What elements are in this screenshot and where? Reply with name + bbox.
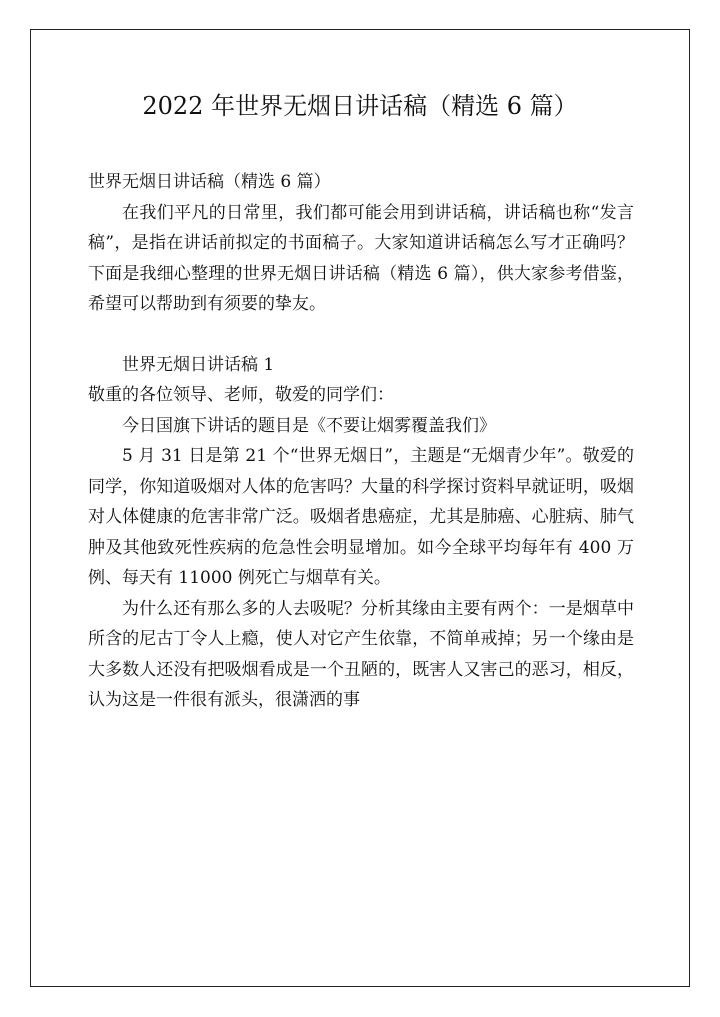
- body-paragraph: 今日国旗下讲话的题目是《不要让烟雾覆盖我们》: [122, 415, 496, 436]
- document-title: 2022 年世界无烟日讲话稿（精选 6 篇）: [142, 92, 578, 120]
- document-body: [88, 167, 634, 716]
- spacer: [88, 320, 634, 350]
- subtitle: 世界无烟日讲话稿（精选 6 篇）: [88, 172, 331, 192]
- body-paragraph: 5 月 31 日是第 21 个“世界无烟日”，主题是“无烟青少年”。敬爱的同学，你知道吸烟对人体的危害吗？大量的科学探讨资料早就证明，吸烟对人体健康的危害非常广泛。吸烟者患癌症，尤其是肺癌、心脏病、肺气肿及其他致死性疾病的危急性会明显增加。如今全球平均每年有 400 万例、每天有 11000 例死亡与烟草有关。: [88, 446, 634, 588]
- intro-paragraph: 在我们平凡的日常里，我们都可能会用到讲话稿，讲话稿也称“发言稿”，是指在讲话前拟定的书面稿子。大家知道讲话稿怎么写才正确吗？下面是我细心整理的世界无烟日讲话稿（精选 6 篇），供大家参考借鉴，希望可以帮助到有须要的挚友。: [88, 202, 634, 314]
- section-heading: 世界无烟日讲话稿 1: [122, 354, 275, 375]
- greeting: 敬重的各位领导、老师，敬爱的同学们：: [88, 385, 394, 405]
- body-paragraph: 为什么还有那么多的人去吸呢？分析其缘由主要有两个：一是烟草中所含的尼古丁令人上瘾，使人对它产生依靠，不简单戒掉；另一个缘由是大多数人还没有把吸烟看成是一个丑陋的，既害人又害己的恶习，相反，认为这是一件很有派头，很潇洒的事: [88, 598, 634, 710]
